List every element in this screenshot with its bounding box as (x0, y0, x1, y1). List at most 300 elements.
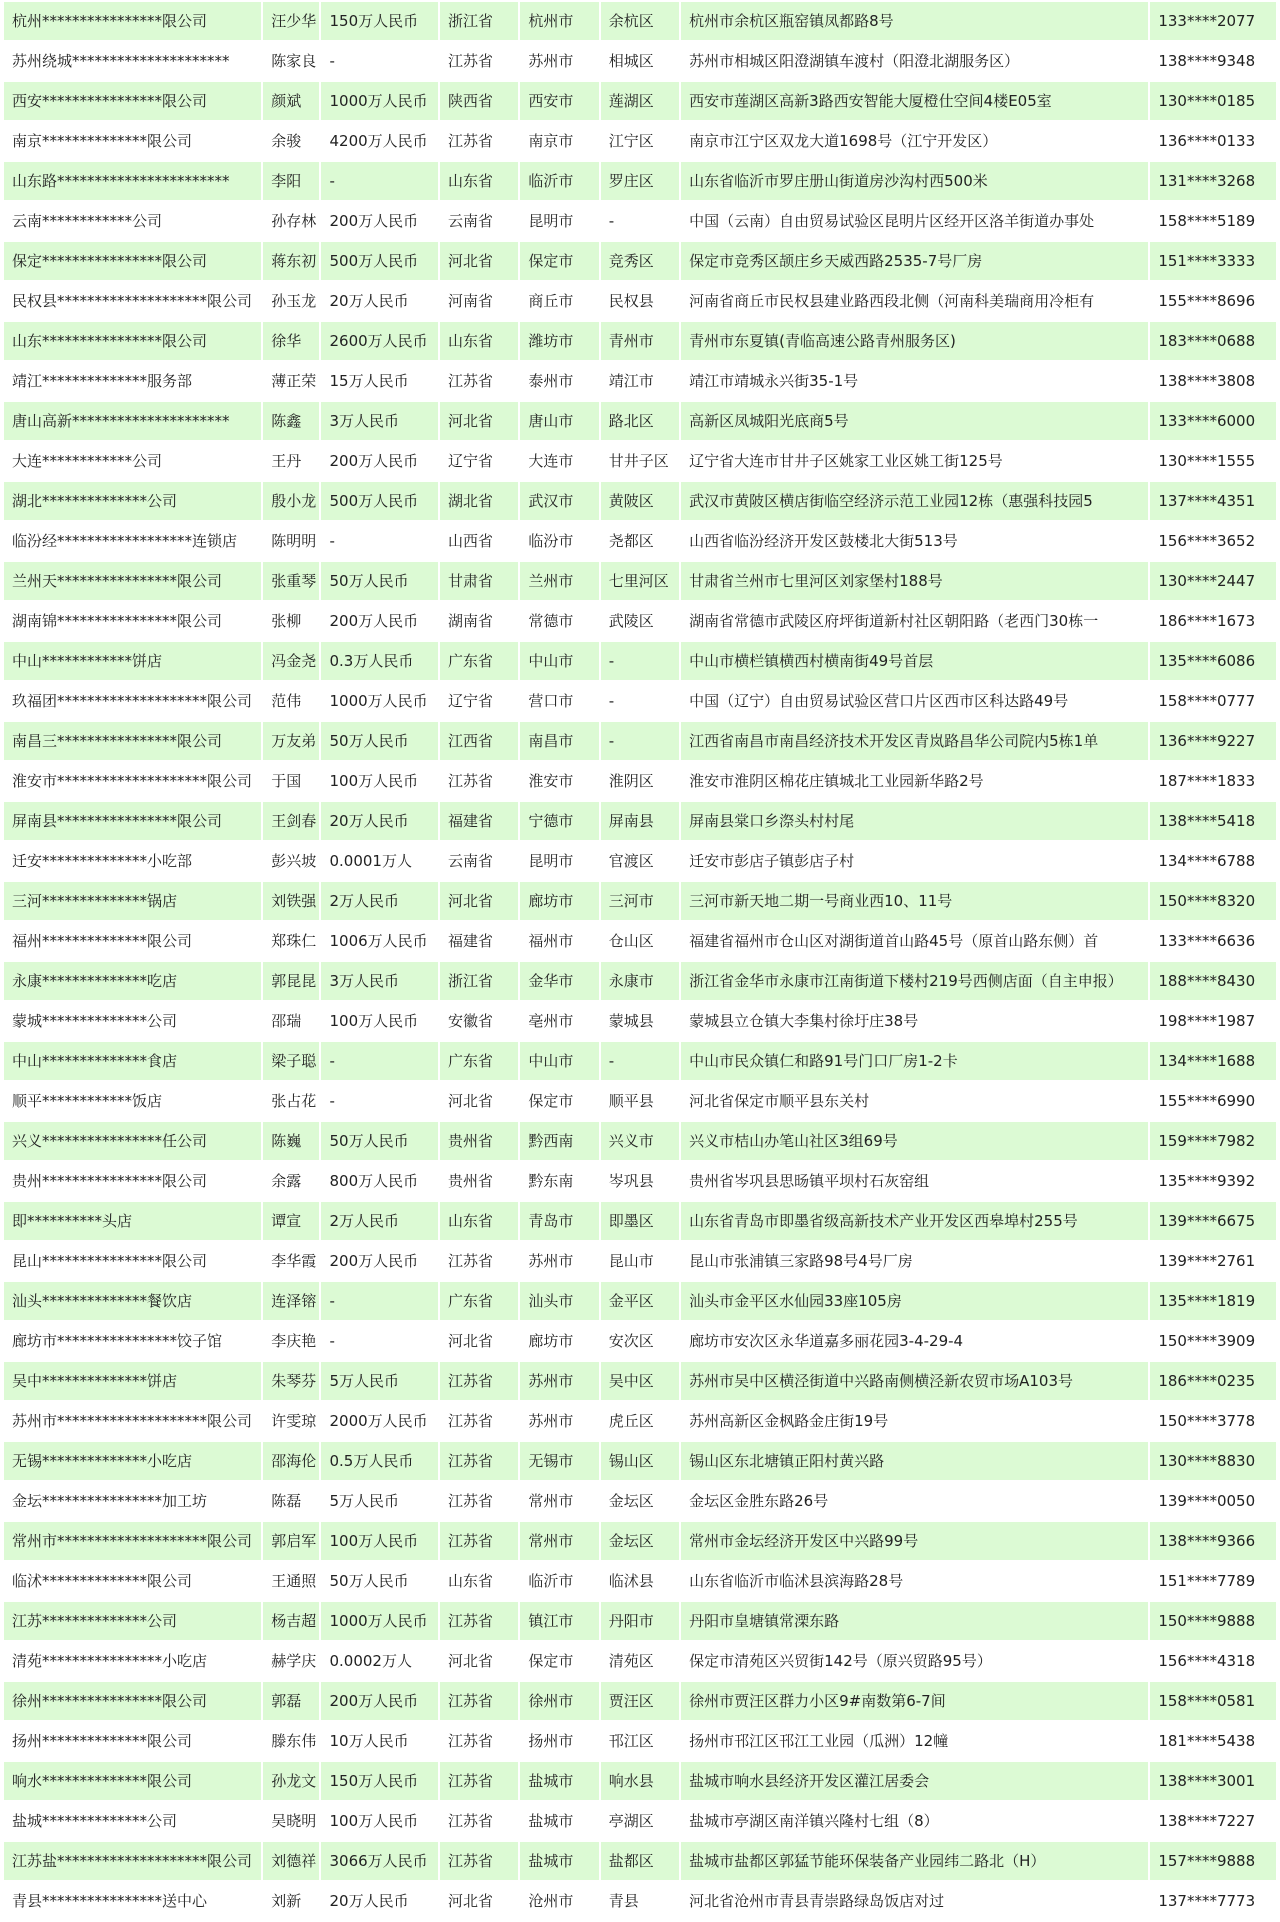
registered-capital-cell: - (321, 522, 438, 560)
legal-representative-cell: 张占花 (263, 1082, 319, 1120)
province-cell: 福建省 (440, 922, 518, 960)
district-cell: 金坛区 (601, 1482, 679, 1520)
table-row (4, 82, 1276, 120)
province-cell: 江苏省 (440, 42, 518, 80)
phone-cell: 135****1819 (1150, 1282, 1276, 1320)
phone-cell: 139****2761 (1150, 1242, 1276, 1280)
registered-capital-cell: 15万人民币 (321, 362, 438, 400)
address-cell: 山东省临沂市临沭县滨海路28号 (681, 1562, 1148, 1600)
district-cell: 锡山区 (601, 1442, 679, 1480)
table-row (4, 1842, 1276, 1880)
address-cell: 江西省南昌市南昌经济技术开发区青岚路昌华公司院内5栋1单 (681, 722, 1148, 760)
registered-capital-cell: 50万人民币 (321, 562, 438, 600)
province-cell: 山东省 (440, 1562, 518, 1600)
district-cell: 甘井子区 (601, 442, 679, 480)
city-cell: 杭州市 (520, 2, 598, 40)
table-row (4, 1402, 1276, 1440)
table-row (4, 1042, 1276, 1080)
district-cell: 盐都区 (601, 1842, 679, 1880)
city-cell: 淮安市 (520, 762, 598, 800)
registered-capital-cell: 20万人民币 (321, 802, 438, 840)
district-cell: 清苑区 (601, 1642, 679, 1680)
company-name-cell: 江苏**************公司 (4, 1602, 261, 1640)
district-cell: 临沭县 (601, 1562, 679, 1600)
address-cell: 中国（云南）自由贸易试验区昆明片区经开区洛羊街道办事处 (681, 202, 1148, 240)
table-row (4, 2, 1276, 40)
legal-representative-cell: 刘德祥 (263, 1842, 319, 1880)
company-name-cell: 中山************饼店 (4, 642, 261, 680)
city-cell: 宁德市 (520, 802, 598, 840)
table-row (4, 882, 1276, 920)
registered-capital-cell: - (321, 1042, 438, 1080)
legal-representative-cell: 许雯琼 (263, 1402, 319, 1440)
table-row (4, 322, 1276, 360)
address-cell: 西安市莲湖区高新3路西安智能大厦橙仕空间4楼E05室 (681, 82, 1148, 120)
table-row (4, 1682, 1276, 1720)
company-name-cell: 迁安**************小吃部 (4, 842, 261, 880)
legal-representative-cell: 冯金尧 (263, 642, 319, 680)
phone-cell: 151****3333 (1150, 242, 1276, 280)
company-name-cell: 响水**************限公司 (4, 1762, 261, 1800)
phone-cell: 186****1673 (1150, 602, 1276, 640)
legal-representative-cell: 薄正荣 (263, 362, 319, 400)
province-cell: 江苏省 (440, 1802, 518, 1840)
province-cell: 浙江省 (440, 962, 518, 1000)
city-cell: 中山市 (520, 1042, 598, 1080)
registered-capital-cell: 3万人民币 (321, 402, 438, 440)
province-cell: 甘肃省 (440, 562, 518, 600)
phone-cell: 183****0688 (1150, 322, 1276, 360)
company-name-cell: 保定****************限公司 (4, 242, 261, 280)
table-row (4, 1882, 1276, 1920)
district-cell: 相城区 (601, 42, 679, 80)
company-name-cell: 云南************公司 (4, 202, 261, 240)
phone-cell: 138****3001 (1150, 1762, 1276, 1800)
district-cell: - (601, 202, 679, 240)
district-cell: 邗江区 (601, 1722, 679, 1760)
legal-representative-cell: 郭磊 (263, 1682, 319, 1720)
table-row (4, 122, 1276, 160)
legal-representative-cell: 蒋东初 (263, 242, 319, 280)
registered-capital-cell: 200万人民币 (321, 602, 438, 640)
company-name-cell: 山东****************限公司 (4, 322, 261, 360)
company-table (2, 0, 1278, 1922)
legal-representative-cell: 孙存林 (263, 202, 319, 240)
legal-representative-cell: 余露 (263, 1162, 319, 1200)
city-cell: 保定市 (520, 1082, 598, 1120)
district-cell: 岑巩县 (601, 1162, 679, 1200)
province-cell: 河北省 (440, 242, 518, 280)
city-cell: 苏州市 (520, 42, 598, 80)
city-cell: 商丘市 (520, 282, 598, 320)
city-cell: 苏州市 (520, 1362, 598, 1400)
registered-capital-cell: 200万人民币 (321, 1242, 438, 1280)
registered-capital-cell: 3066万人民币 (321, 1842, 438, 1880)
province-cell: 河北省 (440, 1642, 518, 1680)
company-name-cell: 玖福团********************限公司 (4, 682, 261, 720)
province-cell: 湖南省 (440, 602, 518, 640)
company-name-cell: 靖江**************服务部 (4, 362, 261, 400)
district-cell: 靖江市 (601, 362, 679, 400)
province-cell: 云南省 (440, 842, 518, 880)
province-cell: 河北省 (440, 1082, 518, 1120)
legal-representative-cell: 郑珠仁 (263, 922, 319, 960)
address-cell: 汕头市金平区水仙园33座105房 (681, 1282, 1148, 1320)
province-cell: 辽宁省 (440, 442, 518, 480)
address-cell: 中山市横栏镇横西村横南街49号首层 (681, 642, 1148, 680)
province-cell: 江苏省 (440, 362, 518, 400)
company-name-cell: 扬州**************限公司 (4, 1722, 261, 1760)
district-cell: 永康市 (601, 962, 679, 1000)
table-row (4, 482, 1276, 520)
city-cell: 南昌市 (520, 722, 598, 760)
district-cell: 莲湖区 (601, 82, 679, 120)
address-cell: 苏州市相城区阳澄湖镇车渡村（阳澄北湖服务区） (681, 42, 1148, 80)
registered-capital-cell: 50万人民币 (321, 1562, 438, 1600)
phone-cell: 131****3268 (1150, 162, 1276, 200)
company-name-cell: 昆山****************限公司 (4, 1242, 261, 1280)
company-name-cell: 苏州绕城********************* (4, 42, 261, 80)
legal-representative-cell: 连泽镕 (263, 1282, 319, 1320)
legal-representative-cell: 梁子聪 (263, 1042, 319, 1080)
district-cell: 尧都区 (601, 522, 679, 560)
province-cell: 江苏省 (440, 1482, 518, 1520)
table-row (4, 1602, 1276, 1640)
company-name-cell: 吴中**************饼店 (4, 1362, 261, 1400)
address-cell: 贵州省岑巩县思旸镇平坝村石灰窑组 (681, 1162, 1148, 1200)
district-cell: 金坛区 (601, 1522, 679, 1560)
address-cell: 杭州市余杭区瓶窑镇凤都路8号 (681, 2, 1148, 40)
company-name-cell: 清苑****************小吃店 (4, 1642, 261, 1680)
city-cell: 金华市 (520, 962, 598, 1000)
province-cell: 山东省 (440, 1202, 518, 1240)
company-name-cell: 金坛****************加工坊 (4, 1482, 261, 1520)
address-cell: 甘肃省兰州市七里河区刘家堡村188号 (681, 562, 1148, 600)
table-row (4, 1802, 1276, 1840)
address-cell: 湖南省常德市武陵区府坪街道新村社区朝阳路（老西门30栋一 (681, 602, 1148, 640)
registered-capital-cell: 10万人民币 (321, 1722, 438, 1760)
city-cell: 黔东南 (520, 1162, 598, 1200)
company-name-cell: 兴义****************任公司 (4, 1122, 261, 1160)
phone-cell: 134****6788 (1150, 842, 1276, 880)
phone-cell: 135****9392 (1150, 1162, 1276, 1200)
province-cell: 浙江省 (440, 2, 518, 40)
table-row (4, 1762, 1276, 1800)
registered-capital-cell: 150万人民币 (321, 2, 438, 40)
address-cell: 山东省青岛市即墨省级高新技术产业开发区西皋埠村255号 (681, 1202, 1148, 1240)
district-cell: 金平区 (601, 1282, 679, 1320)
legal-representative-cell: 朱琴芬 (263, 1362, 319, 1400)
registered-capital-cell: 800万人民币 (321, 1162, 438, 1200)
district-cell: 虎丘区 (601, 1402, 679, 1440)
legal-representative-cell: 陈磊 (263, 1482, 319, 1520)
city-cell: 临汾市 (520, 522, 598, 560)
legal-representative-cell: 李华霞 (263, 1242, 319, 1280)
legal-representative-cell: 殷小龙 (263, 482, 319, 520)
city-cell: 无锡市 (520, 1442, 598, 1480)
legal-representative-cell: 张柳 (263, 602, 319, 640)
legal-representative-cell: 吴晓明 (263, 1802, 319, 1840)
registered-capital-cell: 0.3万人民币 (321, 642, 438, 680)
legal-representative-cell: 杨吉超 (263, 1602, 319, 1640)
phone-cell: 157****9888 (1150, 1842, 1276, 1880)
legal-representative-cell: 万友弟 (263, 722, 319, 760)
company-name-cell: 屏南县****************限公司 (4, 802, 261, 840)
district-cell: 屏南县 (601, 802, 679, 840)
address-cell: 迁安市彭店子镇彭店子村 (681, 842, 1148, 880)
legal-representative-cell: 陈明明 (263, 522, 319, 560)
legal-representative-cell: 刘新 (263, 1882, 319, 1920)
phone-cell: 151****7789 (1150, 1562, 1276, 1600)
district-cell: - (601, 682, 679, 720)
registered-capital-cell: 50万人民币 (321, 722, 438, 760)
table-row (4, 1122, 1276, 1160)
phone-cell: 130****8830 (1150, 1442, 1276, 1480)
province-cell: 广东省 (440, 1042, 518, 1080)
company-name-cell: 即**********头店 (4, 1202, 261, 1240)
district-cell: 即墨区 (601, 1202, 679, 1240)
province-cell: 江苏省 (440, 1842, 518, 1880)
phone-cell: 159****7982 (1150, 1122, 1276, 1160)
district-cell: 余杭区 (601, 2, 679, 40)
province-cell: 江西省 (440, 722, 518, 760)
city-cell: 苏州市 (520, 1242, 598, 1280)
legal-representative-cell: 滕东伟 (263, 1722, 319, 1760)
table-row (4, 1162, 1276, 1200)
province-cell: 江苏省 (440, 1682, 518, 1720)
province-cell: 贵州省 (440, 1162, 518, 1200)
company-name-cell: 常州市********************限公司 (4, 1522, 261, 1560)
legal-representative-cell: 李庆艳 (263, 1322, 319, 1360)
province-cell: 陕西省 (440, 82, 518, 120)
table-row (4, 922, 1276, 960)
phone-cell: 150****3778 (1150, 1402, 1276, 1440)
phone-cell: 136****0133 (1150, 122, 1276, 160)
legal-representative-cell: 郭启军 (263, 1522, 319, 1560)
registered-capital-cell: - (321, 1082, 438, 1120)
phone-cell: 155****6990 (1150, 1082, 1276, 1120)
address-cell: 山西省临汾经济开发区鼓楼北大街513号 (681, 522, 1148, 560)
company-name-cell: 汕头**************餐饮店 (4, 1282, 261, 1320)
district-cell: 武陵区 (601, 602, 679, 640)
legal-representative-cell: 李阳 (263, 162, 319, 200)
company-name-cell: 大连************公司 (4, 442, 261, 480)
table-row (4, 1242, 1276, 1280)
address-cell: 盐城市亭湖区南洋镇兴隆村七组（8） (681, 1802, 1148, 1840)
registered-capital-cell: 0.0001万人 (321, 842, 438, 880)
legal-representative-cell: 谭宣 (263, 1202, 319, 1240)
province-cell: 江苏省 (440, 1522, 518, 1560)
province-cell: 江苏省 (440, 1362, 518, 1400)
city-cell: 镇江市 (520, 1602, 598, 1640)
phone-cell: 181****5438 (1150, 1722, 1276, 1760)
city-cell: 亳州市 (520, 1002, 598, 1040)
table-row (4, 1362, 1276, 1400)
table-row (4, 1202, 1276, 1240)
city-cell: 潍坊市 (520, 322, 598, 360)
legal-representative-cell: 于国 (263, 762, 319, 800)
company-name-cell: 顺平************饭店 (4, 1082, 261, 1120)
phone-cell: 138****7227 (1150, 1802, 1276, 1840)
province-cell: 河北省 (440, 402, 518, 440)
registered-capital-cell: 20万人民币 (321, 282, 438, 320)
table-row (4, 682, 1276, 720)
registered-capital-cell: 200万人民币 (321, 442, 438, 480)
city-cell: 临沂市 (520, 162, 598, 200)
registered-capital-cell: 100万人民币 (321, 762, 438, 800)
phone-cell: 187****1833 (1150, 762, 1276, 800)
address-cell: 南京市江宁区双龙大道1698号（江宁开发区） (681, 122, 1148, 160)
phone-cell: 198****1987 (1150, 1002, 1276, 1040)
province-cell: 江苏省 (440, 1602, 518, 1640)
phone-cell: 138****5418 (1150, 802, 1276, 840)
legal-representative-cell: 彭兴坡 (263, 842, 319, 880)
city-cell: 盐城市 (520, 1802, 598, 1840)
legal-representative-cell: 邵瑞 (263, 1002, 319, 1040)
phone-cell: 156****3652 (1150, 522, 1276, 560)
company-name-cell: 唐山高新********************* (4, 402, 261, 440)
city-cell: 常德市 (520, 602, 598, 640)
phone-cell: 137****4351 (1150, 482, 1276, 520)
city-cell: 中山市 (520, 642, 598, 680)
legal-representative-cell: 王丹 (263, 442, 319, 480)
company-name-cell: 西安****************限公司 (4, 82, 261, 120)
company-name-cell: 无锡**************小吃店 (4, 1442, 261, 1480)
phone-cell: 130****2447 (1150, 562, 1276, 600)
table-row (4, 42, 1276, 80)
address-cell: 苏州市吴中区横泾街道中兴路南侧横泾新农贸市场A103号 (681, 1362, 1148, 1400)
address-cell: 常州市金坛经济开发区中兴路99号 (681, 1522, 1148, 1560)
table-body (4, 2, 1276, 1920)
table-row (4, 202, 1276, 240)
company-name-cell: 江苏盐********************限公司 (4, 1842, 261, 1880)
company-name-cell: 南京**************限公司 (4, 122, 261, 160)
legal-representative-cell: 陈家良 (263, 42, 319, 80)
registered-capital-cell: 150万人民币 (321, 1762, 438, 1800)
registered-capital-cell: 2万人民币 (321, 1202, 438, 1240)
phone-cell: 134****1688 (1150, 1042, 1276, 1080)
phone-cell: 138****9348 (1150, 42, 1276, 80)
legal-representative-cell: 陈鑫 (263, 402, 319, 440)
registered-capital-cell: 500万人民币 (321, 242, 438, 280)
legal-representative-cell: 孙龙文 (263, 1762, 319, 1800)
province-cell: 辽宁省 (440, 682, 518, 720)
district-cell: - (601, 722, 679, 760)
phone-cell: 150****9888 (1150, 1602, 1276, 1640)
city-cell: 兰州市 (520, 562, 598, 600)
phone-cell: 130****0185 (1150, 82, 1276, 120)
registered-capital-cell: - (321, 1322, 438, 1360)
table-row (4, 1522, 1276, 1560)
address-cell: 河北省沧州市青县青崇路绿岛饭店对过 (681, 1882, 1148, 1920)
address-cell: 保定市竞秀区颉庄乡天威西路2535-7号厂房 (681, 242, 1148, 280)
province-cell: 河北省 (440, 882, 518, 920)
address-cell: 苏州高新区金枫路金庄街19号 (681, 1402, 1148, 1440)
table-row (4, 642, 1276, 680)
city-cell: 营口市 (520, 682, 598, 720)
phone-cell: 138****3808 (1150, 362, 1276, 400)
legal-representative-cell: 刘铁强 (263, 882, 319, 920)
registered-capital-cell: 200万人民币 (321, 1682, 438, 1720)
phone-cell: 133****2077 (1150, 2, 1276, 40)
city-cell: 青岛市 (520, 1202, 598, 1240)
legal-representative-cell: 陈巍 (263, 1122, 319, 1160)
district-cell: 路北区 (601, 402, 679, 440)
address-cell: 徐州市贾汪区群力小区9#南数第6-7间 (681, 1682, 1148, 1720)
address-cell: 淮安市淮阴区棉花庄镇城北工业园新华路2号 (681, 762, 1148, 800)
legal-representative-cell: 汪少华 (263, 2, 319, 40)
district-cell: 亭湖区 (601, 1802, 679, 1840)
city-cell: 苏州市 (520, 1402, 598, 1440)
address-cell: 昆山市张浦镇三家路98号4号厂房 (681, 1242, 1148, 1280)
province-cell: 江苏省 (440, 1402, 518, 1440)
table-row (4, 362, 1276, 400)
registered-capital-cell: 2万人民币 (321, 882, 438, 920)
province-cell: 山东省 (440, 162, 518, 200)
province-cell: 河南省 (440, 282, 518, 320)
province-cell: 福建省 (440, 802, 518, 840)
registered-capital-cell: 2600万人民币 (321, 322, 438, 360)
table-row (4, 842, 1276, 880)
province-cell: 江苏省 (440, 762, 518, 800)
district-cell: 响水县 (601, 1762, 679, 1800)
registered-capital-cell: - (321, 42, 438, 80)
registered-capital-cell: 100万人民币 (321, 1802, 438, 1840)
company-name-cell: 中山**************食店 (4, 1042, 261, 1080)
district-cell: 青州市 (601, 322, 679, 360)
table-row (4, 1562, 1276, 1600)
phone-cell: 150****3909 (1150, 1322, 1276, 1360)
table-row (4, 802, 1276, 840)
phone-cell: 139****0050 (1150, 1482, 1276, 1520)
legal-representative-cell: 郭昆昆 (263, 962, 319, 1000)
city-cell: 廊坊市 (520, 882, 598, 920)
district-cell: 兴义市 (601, 1122, 679, 1160)
registered-capital-cell: 1006万人民币 (321, 922, 438, 960)
district-cell: 吴中区 (601, 1362, 679, 1400)
phone-cell: 133****6636 (1150, 922, 1276, 960)
city-cell: 福州市 (520, 922, 598, 960)
company-name-cell: 蒙城**************公司 (4, 1002, 261, 1040)
province-cell: 湖北省 (440, 482, 518, 520)
city-cell: 汕头市 (520, 1282, 598, 1320)
registered-capital-cell: - (321, 162, 438, 200)
table-row (4, 1282, 1276, 1320)
province-cell: 云南省 (440, 202, 518, 240)
registered-capital-cell: 200万人民币 (321, 202, 438, 240)
address-cell: 盐城市盐都区郭猛节能环保装备产业园纬二路北（H） (681, 1842, 1148, 1880)
address-cell: 盐城市响水县经济开发区灌江居委会 (681, 1762, 1148, 1800)
registered-capital-cell: 1000万人民币 (321, 682, 438, 720)
district-cell: - (601, 1042, 679, 1080)
phone-cell: 137****7773 (1150, 1882, 1276, 1920)
phone-cell: 130****1555 (1150, 442, 1276, 480)
phone-cell: 158****5189 (1150, 202, 1276, 240)
district-cell: 七里河区 (601, 562, 679, 600)
legal-representative-cell: 颜斌 (263, 82, 319, 120)
city-cell: 廊坊市 (520, 1322, 598, 1360)
phone-cell: 136****9227 (1150, 722, 1276, 760)
table-row (4, 1322, 1276, 1360)
city-cell: 昆明市 (520, 202, 598, 240)
province-cell: 江苏省 (440, 1242, 518, 1280)
registered-capital-cell: 100万人民币 (321, 1522, 438, 1560)
company-name-cell: 廊坊市****************饺子馆 (4, 1322, 261, 1360)
phone-cell: 186****0235 (1150, 1362, 1276, 1400)
district-cell: 丹阳市 (601, 1602, 679, 1640)
registered-capital-cell: 500万人民币 (321, 482, 438, 520)
address-cell: 丹阳市皇塘镇常溧东路 (681, 1602, 1148, 1640)
